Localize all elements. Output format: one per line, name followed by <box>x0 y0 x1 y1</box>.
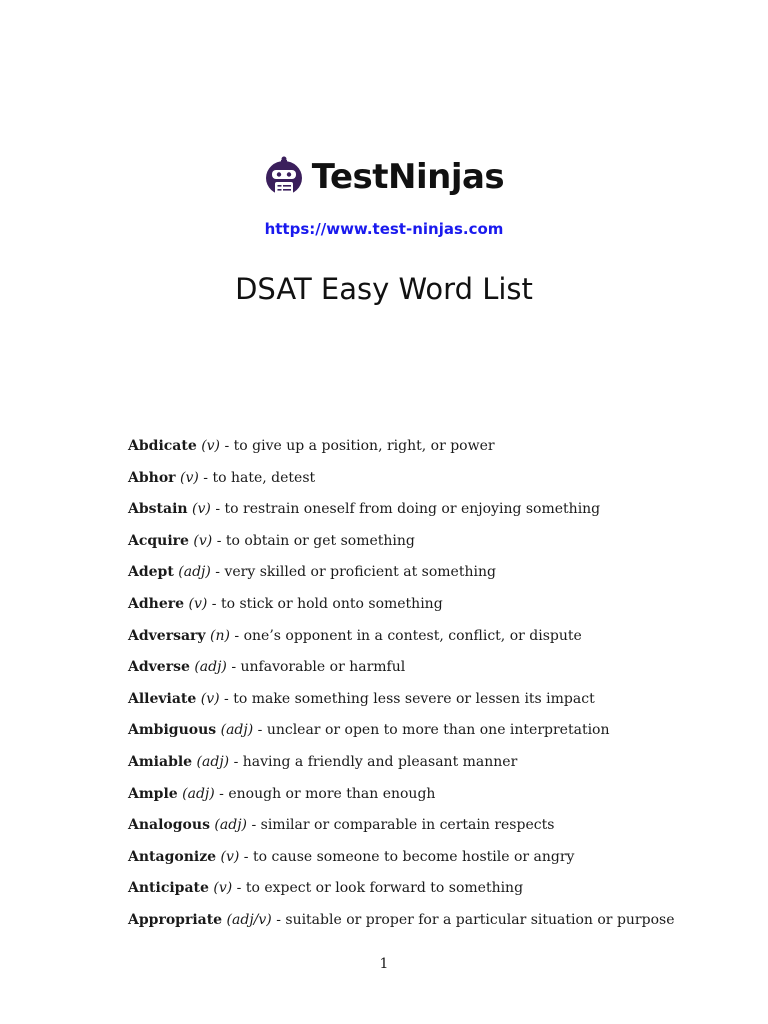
word-term: Abhor <box>128 469 176 486</box>
word-definition: - unclear or open to more than one interpretation <box>253 722 610 739</box>
part-of-speech: (n) <box>210 627 230 644</box>
word-term: Abdicate <box>128 438 197 454</box>
word-term: Amiable <box>128 753 193 770</box>
word-entry <box>128 562 728 594</box>
word-definition: - to give up a position, right, or power <box>220 438 495 454</box>
website-link[interactable]: https://www.test-ninjas.com <box>264 220 504 238</box>
word-definition: - to stick or hold onto something <box>207 595 443 612</box>
word-entry <box>128 689 728 721</box>
part-of-speech: (adj) <box>182 785 215 802</box>
word-definition: - to expect or look forward to something <box>232 880 524 897</box>
word-entry <box>128 815 728 847</box>
word-entry <box>128 531 728 563</box>
part-of-speech: (adj) <box>194 659 227 676</box>
part-of-speech: (v) <box>201 438 221 454</box>
part-of-speech: (adj) <box>220 722 254 739</box>
word-definition: - similar or comparable in certain respects <box>247 817 555 834</box>
word-entry <box>128 626 728 658</box>
part-of-speech: (adj) <box>178 564 211 581</box>
word-entry <box>128 847 728 879</box>
word-term: Ample <box>128 785 178 802</box>
word-definition: - to cause someone to become hostile or angry <box>239 848 575 865</box>
word-term: Adhere <box>128 595 185 612</box>
word-definition: - to restrain oneself from doing or enjoying something <box>210 501 601 518</box>
word-term: Antagonize <box>128 848 217 865</box>
part-of-speech: (v) <box>188 595 208 612</box>
word-definition: - to obtain or get something <box>212 532 415 549</box>
part-of-speech: (v) <box>180 469 199 486</box>
part-of-speech: (adj/v) <box>226 911 272 928</box>
part-of-speech: (v) <box>193 532 213 549</box>
word-entry <box>128 499 728 531</box>
ninja-mascot-icon <box>264 155 304 199</box>
word-term: Adverse <box>128 659 190 676</box>
page-number: 1 <box>379 956 389 972</box>
word-definition: - unfavorable or harmful <box>226 659 406 676</box>
word-entry <box>128 657 728 689</box>
document-title: DSAT Easy Word List <box>235 272 533 306</box>
word-term: Adversary <box>128 627 206 644</box>
part-of-speech: (v) <box>200 690 220 707</box>
word-definition: - very skilled or proficient at something <box>210 564 496 581</box>
word-term: Abstain <box>128 501 188 518</box>
part-of-speech: (v) <box>220 848 240 865</box>
word-term: Acquire <box>128 532 189 549</box>
part-of-speech: (v) <box>192 501 211 518</box>
brand-logo <box>0 155 768 199</box>
part-of-speech: (adj) <box>214 817 247 834</box>
word-list <box>128 436 728 942</box>
word-term: Alleviate <box>128 690 197 707</box>
word-entry <box>128 910 728 942</box>
word-definition: - one’s opponent in a contest, conflict, or dispute <box>229 627 582 644</box>
word-term: Anticipate <box>128 880 209 897</box>
word-definition: - enough or more than enough <box>214 785 436 802</box>
word-definition: - to hate, detest <box>198 469 316 486</box>
word-definition: - having a friendly and pleasant manner <box>229 753 518 770</box>
word-term: Appropriate <box>128 911 223 928</box>
word-term: Adept <box>128 564 174 581</box>
word-entry <box>128 752 728 784</box>
brand-name: TestNinjas <box>311 157 505 197</box>
word-entry <box>128 594 728 626</box>
word-entry <box>128 720 728 752</box>
part-of-speech: (adj) <box>196 753 230 770</box>
word-entry <box>128 784 728 816</box>
word-definition: - suitable or proper for a particular situation or purpose <box>271 911 675 928</box>
word-definition: - to make something less severe or lessen its impact <box>219 690 595 707</box>
word-term: Analogous <box>128 817 210 834</box>
word-entry <box>128 878 728 910</box>
word-entry <box>128 436 728 468</box>
part-of-speech: (v) <box>213 880 233 897</box>
word-entry <box>128 468 728 500</box>
word-term: Ambiguous <box>128 722 217 739</box>
